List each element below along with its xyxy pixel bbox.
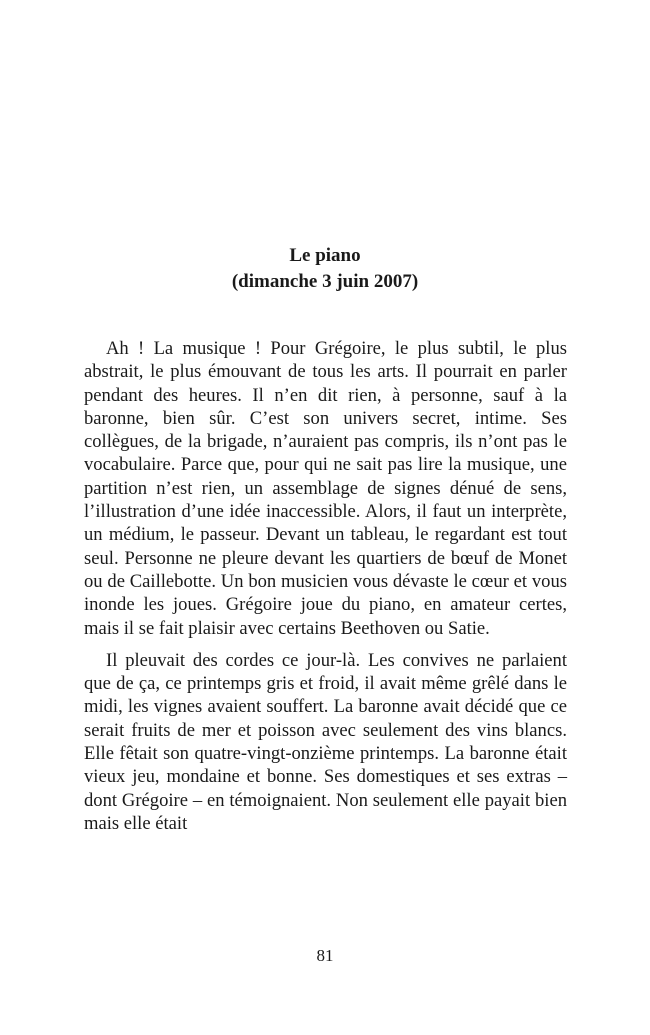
paragraph-2: Il pleuvait des cordes ce jour-là. Les convives ne parlaient que de ça, ce printemps gris et froid, il avait même grêlé dans le midi, les vignes avaient souffert. La baronne avait décidé que ce serait fruits de mer et poisson avec seulement des vins blancs. Elle fêtait son quatre-vingt-onzième printemps. La baronne était vieux jeu, mondaine et bonne. Ses domestiques et ses extras – dont Grégoire – en témoignaient. Non seulement elle payait bien mais elle était xyxy=(84,649,567,834)
page-number: 81 xyxy=(316,946,334,965)
chapter-title: Le piano xyxy=(289,245,361,266)
chapter-date: (dimanche 3 juin 2007) xyxy=(231,271,419,292)
body-text xyxy=(84,337,567,835)
chapter-heading xyxy=(0,243,650,295)
paragraph-1: Ah ! La musique ! Pour Grégoire, le plus subtil, le plus abstrait, le plus émouvant de tous les arts. Il pourrait en parler pendant des heures. Il n’en dit rien, à personne, sauf à la baronne, bien sûr. C’est son univers secret, intime. Ses collègues, de la brigade, n’auraient pas compris, ils n’ont pas le vocabulaire. Parce que, pour qui ne sait pas lire la musique, une partition n’est rien, un assemblage de signes dénué de sens, l’illustration d’une idée inaccessible. Alors, il faut un interprète, un médium, le passeur. Devant un tableau, le regardant est tout seul. Personne ne pleure devant les quartiers de bœuf de Monet ou de Caillebotte. Un bon musicien vous dévaste le cœur et vous inonde les joues. Grégoire joue du piano, en amateur certes, mais il se fait plaisir avec certains Beethoven ou Satie. xyxy=(84,338,567,639)
